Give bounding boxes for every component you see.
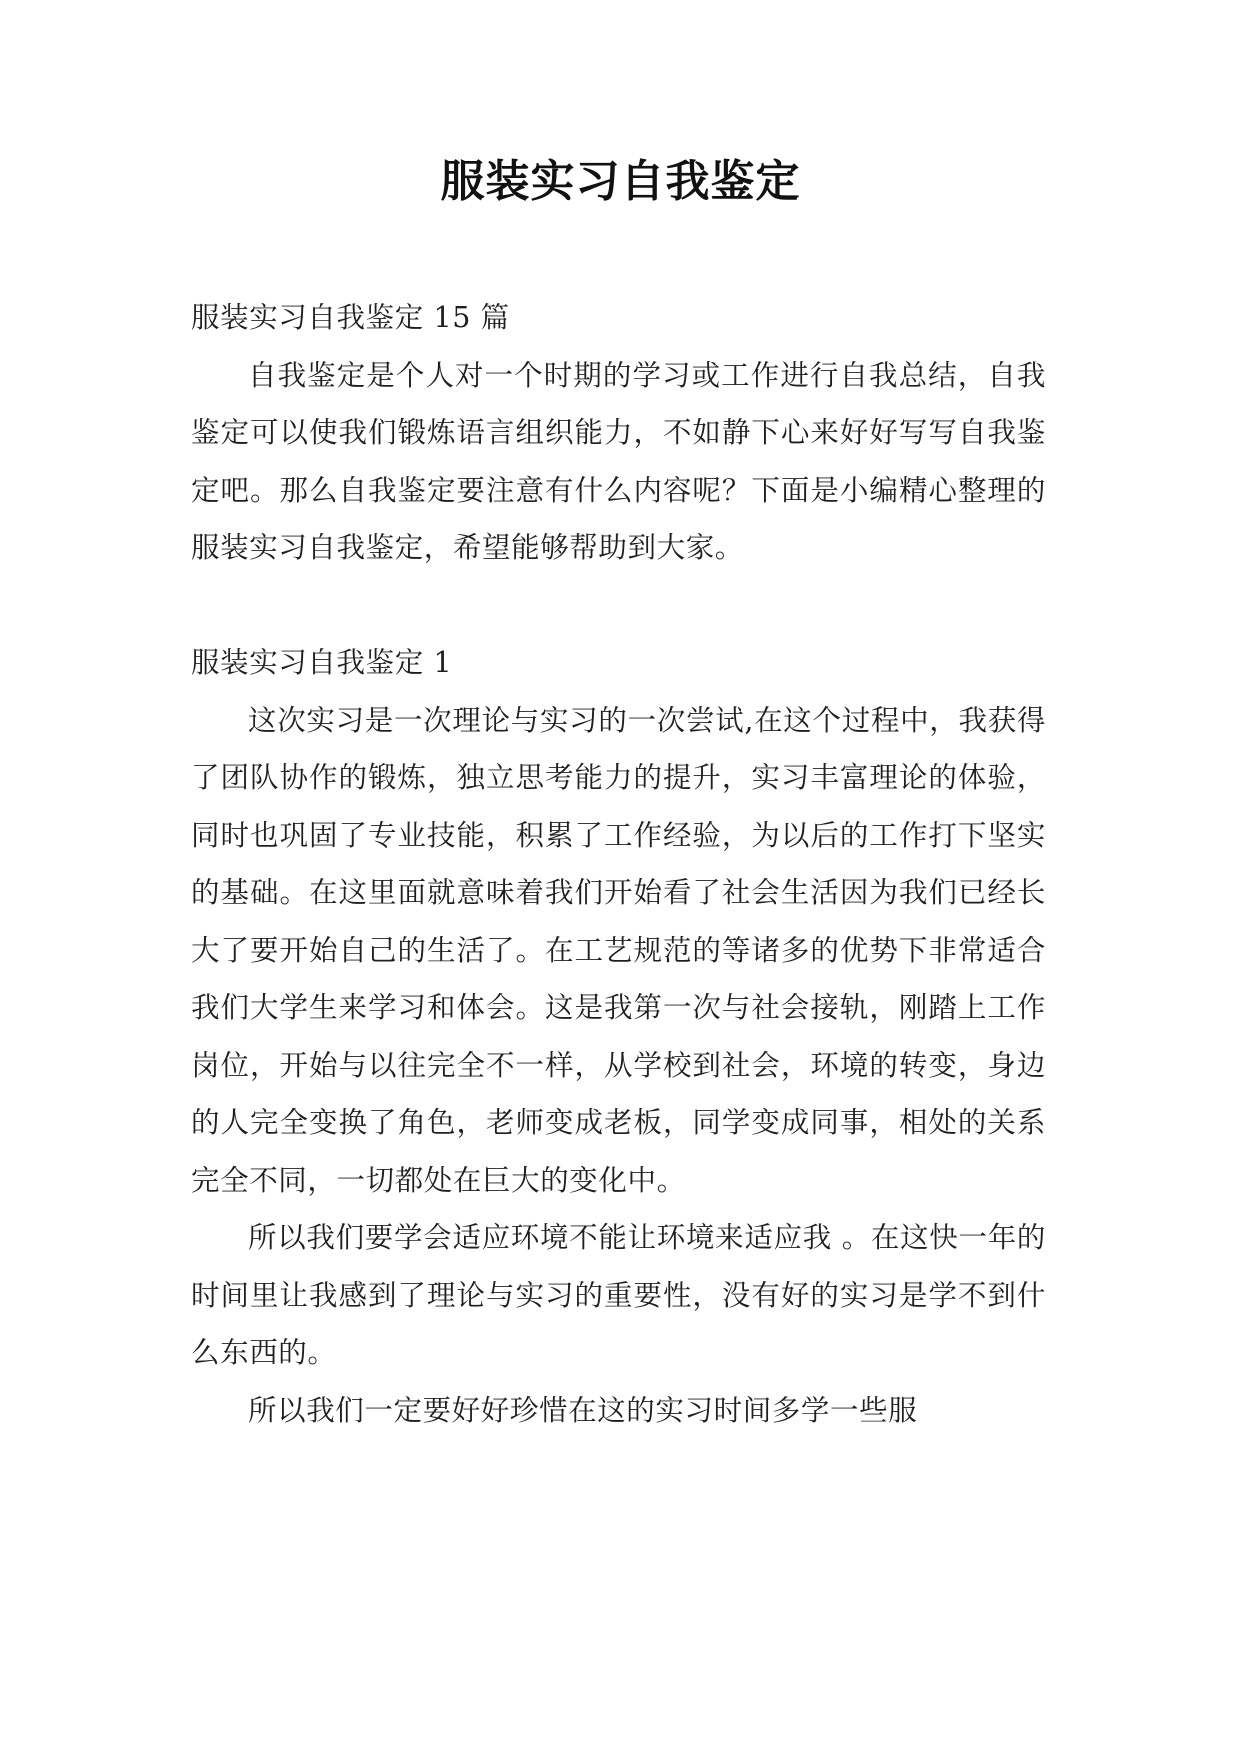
paragraph-spacer (191, 577, 1046, 635)
body-paragraph-1: 这次实习是一次理论与实习的一次尝试,在这个过程中，我获得了团队协作的锻炼，独立思考能力的提升，实习丰富理论的体验，同时也巩固了专业技能，积累了工作经验，为以后的工作打下坚实的基础。在这里面就意味着我们开始看了社会生活因为我们已经长大了要开始自己的生活了。在工艺规范的等诸多的优势下非常适合我们大学生来学习和体会。这是我第一次与社会接轨，刚踏上工作岗位，开始与以往完全不一样，从学校到社会，环境的转变，身边的人完全变换了角色，老师变成老板，同学变成同事，相处的关系完全不同，一切都处在巨大的变化中。 (191, 703, 1046, 1197)
document-body (191, 289, 1046, 1439)
document-title: 服装实习自我鉴定 (440, 156, 801, 207)
body-paragraph-3: 所以我们一定要好好珍惜在这的实习时间多学一些服 (248, 1393, 918, 1427)
body-paragraph-2: 所以我们要学会适应环境不能让环境来适应我 。在这快一年的时间里让我感到了理论与实习的重要性，没有好的实习是学不到什么东西的。 (191, 1221, 1046, 1369)
document-subtitle: 服装实习自我鉴定 15 篇 (191, 301, 510, 334)
section-heading: 服装实习自我鉴定 1 (191, 646, 453, 679)
intro-paragraph: 自我鉴定是个人对一个时期的学习或工作进行自我总结，自我鉴定可以使我们锻炼语言组织能力，不如静下心来好好写写自我鉴定吧。那么自我鉴定要注意有什么内容呢？下面是小编精心整理的服装实习自我鉴定，希望能够帮助到大家。 (191, 358, 1046, 564)
